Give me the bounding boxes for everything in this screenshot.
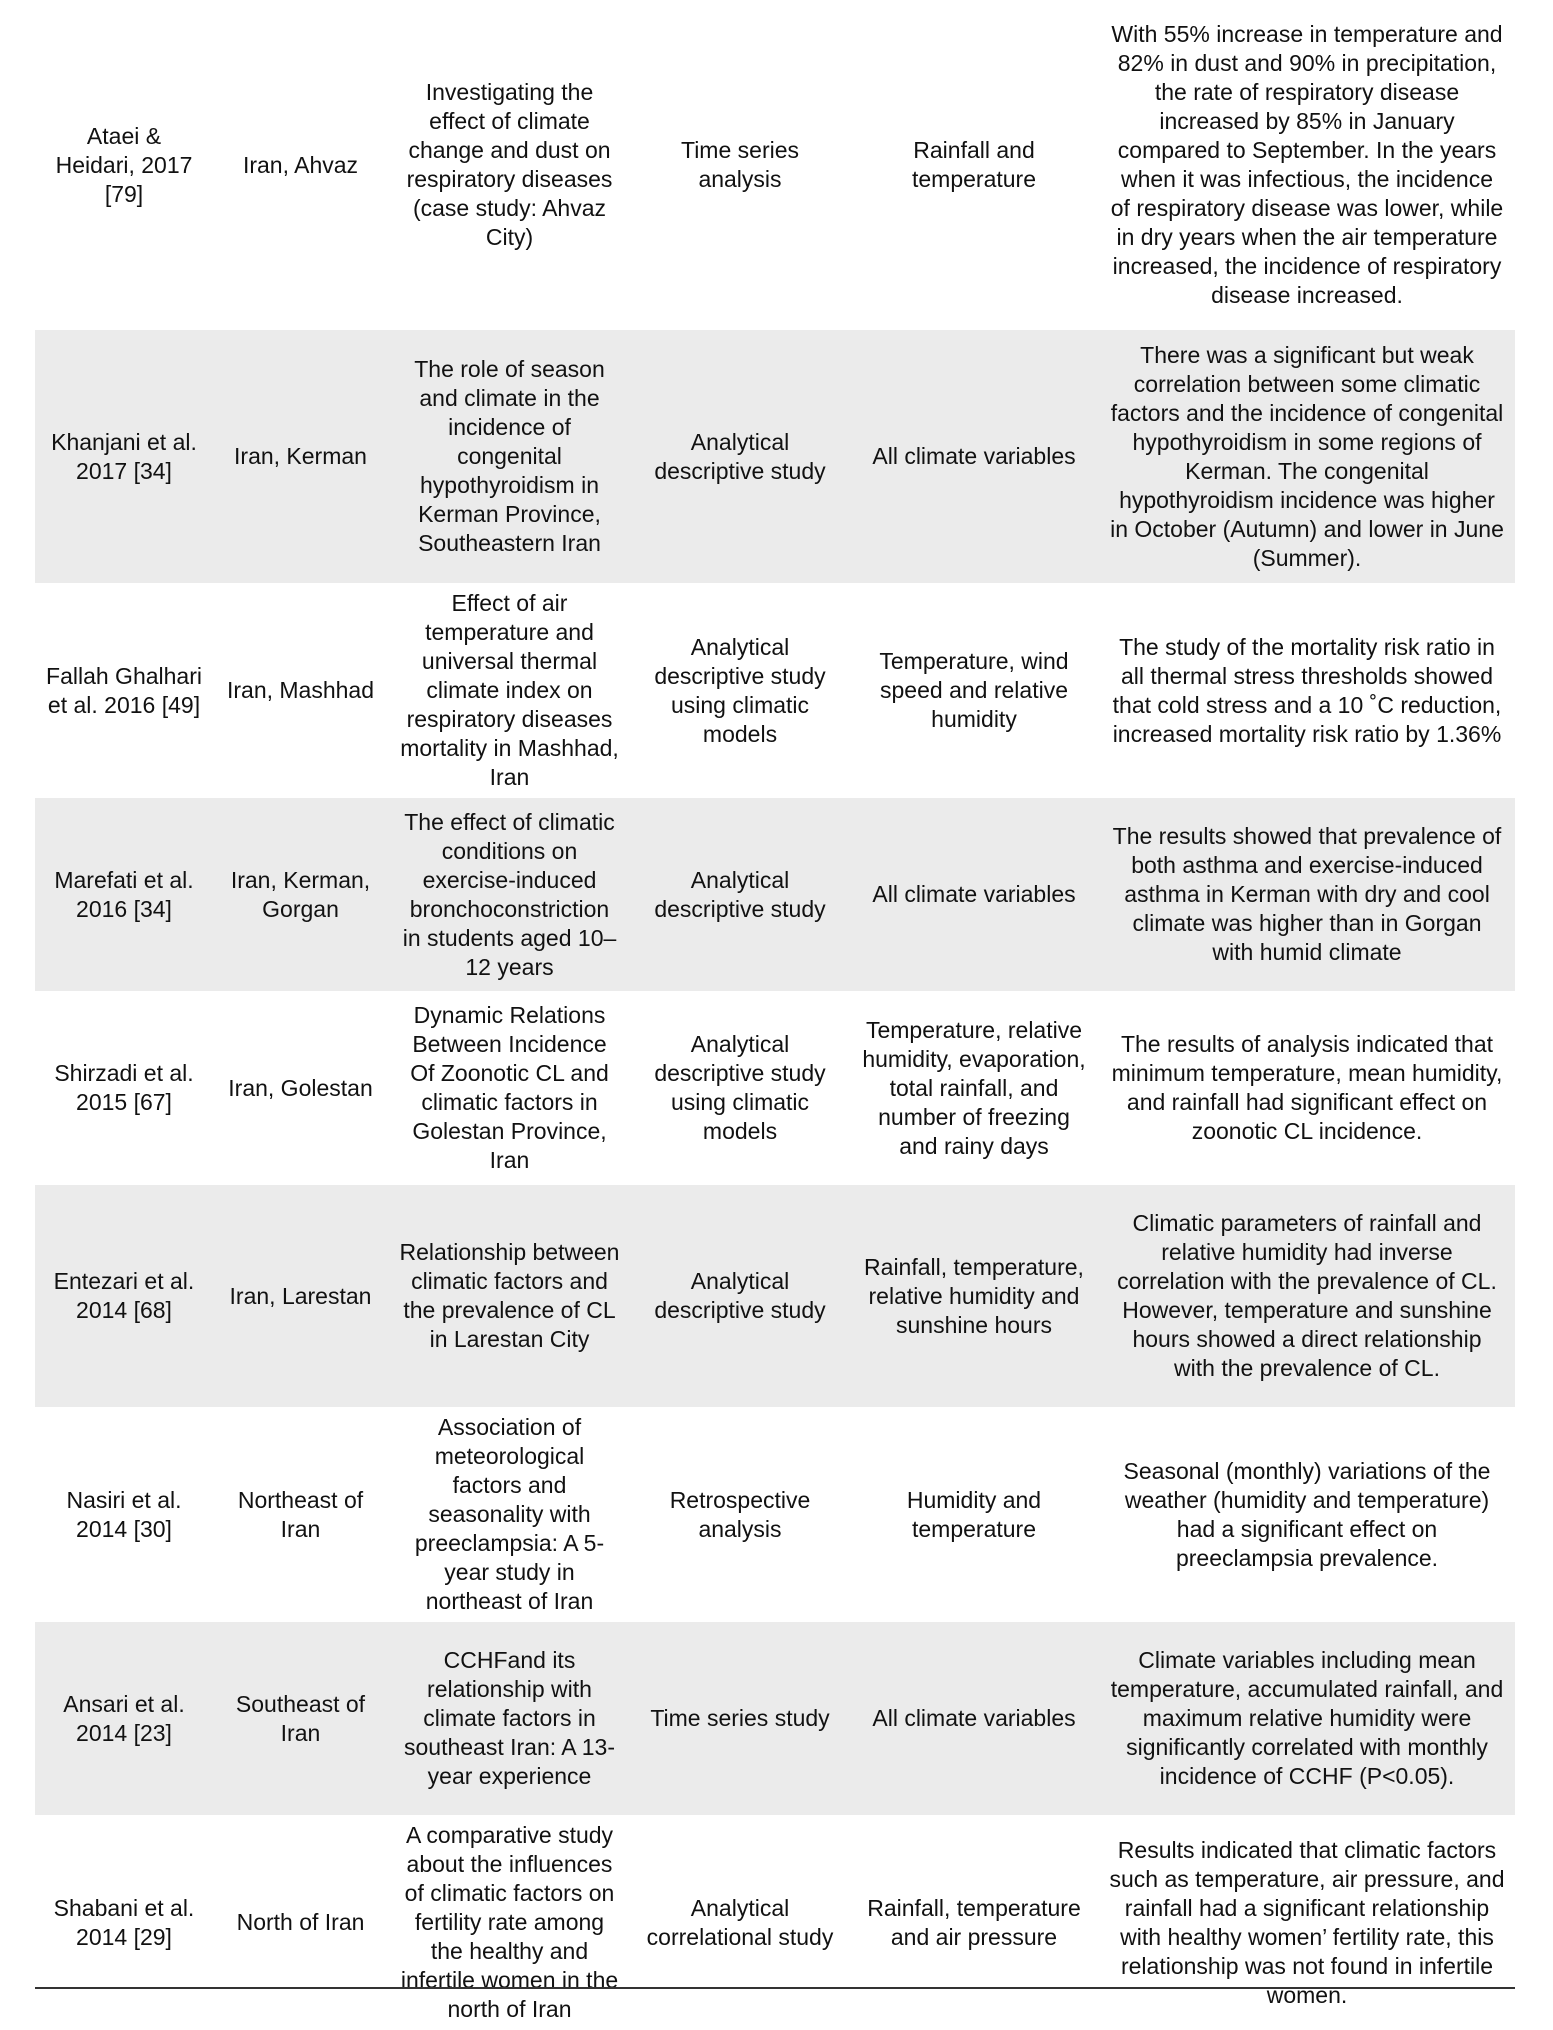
location-cell: Iran, Kerman: [213, 330, 388, 583]
title-cell: A comparative study about the influences of climatic factors on fertility rate among the healthy and infertile women in the north of Iran: [400, 1822, 619, 2022]
location-cell: Iran, Mashhad: [226, 677, 375, 703]
table-row: [35, 583, 1515, 798]
location-cell: Iran, Kerman, Gorgan: [213, 798, 388, 991]
author-cell: Marefati et al. 2016 [34]: [35, 798, 213, 991]
results-cell: The results of analysis indicated that minimum temperature, mean humidity, and rainfall had significant effect on zoonotic CL incidence.: [1111, 1031, 1503, 1144]
variables-cell: All climate variables: [849, 798, 1099, 991]
author-cell: Ataei & Heidari, 2017 [79]: [55, 122, 193, 207]
author-cell: Nasiri et al. 2014 [30]: [66, 1486, 182, 1542]
table-row: [35, 1622, 1515, 1815]
results-cell: Seasonal (monthly) variations of the weather (humidity and temperature) had a significant effect on preeclampsia prevalence.: [1123, 1457, 1491, 1571]
table-row: [35, 991, 1515, 1185]
location-cell: Southeast of Iran: [213, 1622, 388, 1815]
variables-cell: All climate variables: [849, 1622, 1099, 1815]
table-row: [35, 1407, 1515, 1622]
table-row: [35, 330, 1515, 583]
location-cell: Iran, Golestan: [228, 1074, 373, 1101]
results-cell: Climatic parameters of rainfall and relative humidity had inverse correlation with the prevalence of CL. However, temperature and sunshine hours showed a direct relationship with the prevalence of CL.: [1099, 1185, 1515, 1407]
variables-cell: Rainfall and temperature: [911, 137, 1036, 192]
method-cell: Retrospective analysis: [669, 1486, 811, 1542]
variables-cell: Temperature, relative humidity, evaporation, total rainfall, and number of freezing and rainy days: [862, 1016, 1086, 1159]
results-cell: The study of the mortality risk ratio in all thermal stress thresholds showed that cold stress and a 10 ˚C reduction, increased mortality risk ratio by 1.36%: [1112, 633, 1502, 747]
title-cell: The effect of climatic conditions on exercise-induced bronchoconstriction in students aged 10–12 years: [388, 798, 631, 991]
results-cell: Climate variables including mean temperature, accumulated rainfall, and maximum relative humidity were significantly correlated with monthly incidence of CCHF (P<0.05).: [1099, 1622, 1515, 1815]
method-cell: Analytical correlational study: [646, 1894, 834, 1950]
title-cell: The role of season and climate in the incidence of congenital hypothyroidism in Kerman Province, Southeastern Iran: [388, 330, 631, 583]
author-cell: Khanjani et al. 2017 [34]: [35, 330, 213, 583]
method-cell: Analytical descriptive study using climatic models: [654, 1031, 826, 1144]
variables-cell: All climate variables: [849, 330, 1099, 583]
studies-table: [35, 0, 1515, 2030]
results-cell: The results showed that prevalence of both asthma and exercise-induced asthma in Kerman with dry and cool climate was higher than in Gorgan with humid climate: [1099, 798, 1515, 991]
method-cell: Analytical descriptive study using climatic models: [654, 633, 826, 747]
table-row: [35, 1815, 1515, 2030]
title-cell: CCHFand its relationship with climate factors in southeast Iran: A 13-year experience: [388, 1622, 631, 1815]
location-cell: North of Iran: [236, 1909, 365, 1935]
location-cell: Iran, Ahvaz: [242, 151, 359, 178]
method-cell: Analytical descriptive study: [631, 798, 849, 991]
author-cell: Ansari et al. 2014 [23]: [35, 1622, 213, 1815]
author-cell: Shabani et al. 2014 [29]: [53, 1894, 195, 1950]
location-cell: Iran, Larestan: [213, 1185, 388, 1407]
author-cell: Entezari et al. 2014 [68]: [35, 1185, 213, 1407]
results-cell: There was a significant but weak correlation between some climatic factors and the incidence of congenital hypothyroidism in some regions of Kerman. The congenital hypothyroidism incidence was higher in October (Autumn) and lower in June (Summer).: [1099, 330, 1515, 583]
table-row: [35, 1185, 1515, 1407]
table-row: [35, 0, 1515, 330]
title-cell: Effect of air temperature and universal thermal climate index on respiratory diseases mortality in Mashhad, Iran: [400, 590, 619, 790]
method-cell: Analytical descriptive study: [631, 330, 849, 583]
title-cell: Association of meteorological factors and seasonality with preeclampsia: A 5-year study in northeast of Iran: [414, 1414, 605, 1614]
title-cell: Investigating the effect of climate change and dust on respiratory diseases (case study: Ahvaz City): [406, 79, 613, 250]
table-row: [35, 798, 1515, 991]
method-cell: Time series study: [631, 1622, 849, 1815]
title-cell: Relationship between climatic factors and the prevalence of CL in Larestan City: [388, 1185, 631, 1407]
results-cell: Results indicated that climatic factors such as temperature, air pressure, and rainfall had a significant relationship with healthy women’ fertility rate, this relationship was not found in infertile women.: [1109, 1836, 1505, 2008]
variables-cell: Rainfall, temperature and air pressure: [867, 1894, 1081, 1950]
method-cell: Analytical descriptive study: [631, 1185, 849, 1407]
title-cell: Dynamic Relations Between Incidence Of Zoonotic CL and climatic factors in Golestan Province, Iran: [410, 1002, 609, 1173]
table-bottom-rule: [35, 1987, 1515, 1989]
results-cell: With 55% increase in temperature and 82% in dust and 90% in precipitation, the rate of respiratory disease increased by 85% in January compared to September. In the years when it was infectious, the incidence of respiratory disease was lower, while in dry years when the air temperature increased, the incidence of respiratory disease increased.: [1110, 21, 1504, 308]
author-cell: Shirzadi et al. 2015 [67]: [54, 1060, 194, 1115]
location-cell: Northeast of Iran: [237, 1486, 364, 1542]
variables-cell: Humidity and temperature: [906, 1486, 1042, 1542]
author-cell: Fallah Ghalhari et al. 2016 [49]: [46, 662, 202, 718]
variables-cell: Temperature, wind speed and relative humidity: [879, 648, 1069, 732]
variables-cell: Rainfall, temperature, relative humidity and sunshine hours: [849, 1185, 1099, 1407]
method-cell: Time series analysis: [681, 137, 799, 192]
